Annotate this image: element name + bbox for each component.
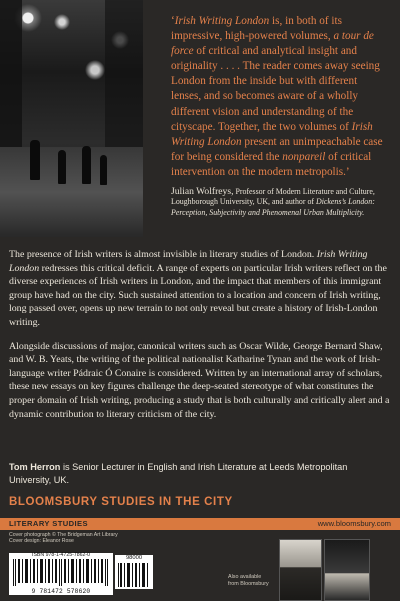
quote-nonpareil: nonpareil xyxy=(282,150,326,163)
barcode-bars xyxy=(13,559,109,586)
cover-credits xyxy=(9,532,118,545)
author-bio xyxy=(9,461,389,487)
price-addon-barcode xyxy=(115,555,153,589)
quote-text-2: of critical and analytical insight and originality . . . . The reader comes away seeing London from the inside but with different lenses, and so becomes aware of a wholly different vision and understanding of the cityscape. Together, the two volumes of xyxy=(171,45,380,133)
category-label: LITERARY STUDIES xyxy=(9,519,88,528)
quote-text-3: present an unimpeachable case for being considered the xyxy=(171,135,383,163)
p1-rest: redresses this critical deficit. A range of experts on particular Irish writers reflect on the diverse experiences of Irish writers in London, and the impact that members of this immigrant group have had on the city. Such sustained attention to a location and concern of Irish writing, long passed over, opens up new terrain to not only reveal but create a history of Irish-London writing. xyxy=(9,262,387,328)
quote-title: Irish Writing London xyxy=(174,15,270,27)
author-bio-text: is Senior Lecturer in English and Irish Literature at Leeds Metropolitan University, UK. xyxy=(9,462,348,485)
quote-phrase: a tour de force xyxy=(171,30,374,58)
also-line-1: Also available xyxy=(228,574,262,580)
also-line-2: from Bloomsbury xyxy=(228,580,269,587)
also-available-label xyxy=(228,574,269,587)
p1-title: Irish Writing London xyxy=(9,249,368,274)
addon-digits: 98000 xyxy=(125,555,143,561)
reviewer-book: Dickens’s London: Perception, Subjectivity and Phenomenal Urban Multiplicity. xyxy=(171,197,375,217)
publisher-website[interactable]: www.bloomsbury.com xyxy=(317,519,391,528)
quote-attribution xyxy=(171,187,386,218)
description-paragraph-2: Alongside discussions of major, canonical writers such as Oscar Wilde, George Bernard Shaw, and W. B. Yeats, the writing of the political nationalist Katharine Tynan and the work of Irish-language writer Pádraic Ó Conaire is considered. Written by an international array of scholars, these new essays on key figures challenge the deep-seated stereotype of what constitutes the proper domain of Irish writing, producing a study that is both culturally and critically alert and a dynamic contribution to literary criticism of the city. xyxy=(9,340,390,420)
book-description xyxy=(9,248,393,431)
series-title: BLOOMSBURY STUDIES IN THE CITY xyxy=(9,496,233,508)
isbn-barcode xyxy=(9,553,113,595)
isbn-label: ISBN 978-1-4725-7862-0 xyxy=(32,552,90,558)
quote-text-1: is, in both of its impressive, high-powered volumes, xyxy=(171,15,342,43)
design-credit: Cover design: Eleanor Rose xyxy=(9,538,74,545)
description-paragraph-1 xyxy=(9,248,393,330)
reviewer-role: Professor of Modern Literature and Culture, Loughborough University, UK, and author of xyxy=(171,187,375,207)
reviewer-name: Julian Wolfreys, xyxy=(171,186,234,197)
p1-start: The presence of Irish writers is almost invisible in literary studies of London. xyxy=(9,249,317,260)
related-book-cover-2[interactable] xyxy=(324,539,370,601)
cover-photograph xyxy=(0,0,143,237)
quote-text-4: of critical intervention on the modern metropolis.’ xyxy=(171,150,372,178)
related-book-cover-1[interactable] xyxy=(279,539,322,601)
quote-title-2: Irish Writing London xyxy=(171,120,373,148)
category-bar xyxy=(0,518,400,530)
photo-credit: Cover photograph © The Bridgeman Art Library xyxy=(9,532,118,538)
barcode-digits: 9 781472 578620 xyxy=(31,588,91,595)
addon-bars xyxy=(118,563,150,587)
praise-quote: ‘Irish Writing London is, in both of its impressive, high-powered volumes, a tour de force of critical and analytical insight and originality . . . . The reader comes away seeing London from the inside but with different lenses, and so becomes aware of a wholly different vision and understanding of the cityscape. Together, the two volumes of Irish Writing London present an unimpeachable case for being considered the nonpareil of critical intervention on the modern metropolis.’ xyxy=(171,15,383,178)
author-name: Tom Herron xyxy=(9,462,61,472)
